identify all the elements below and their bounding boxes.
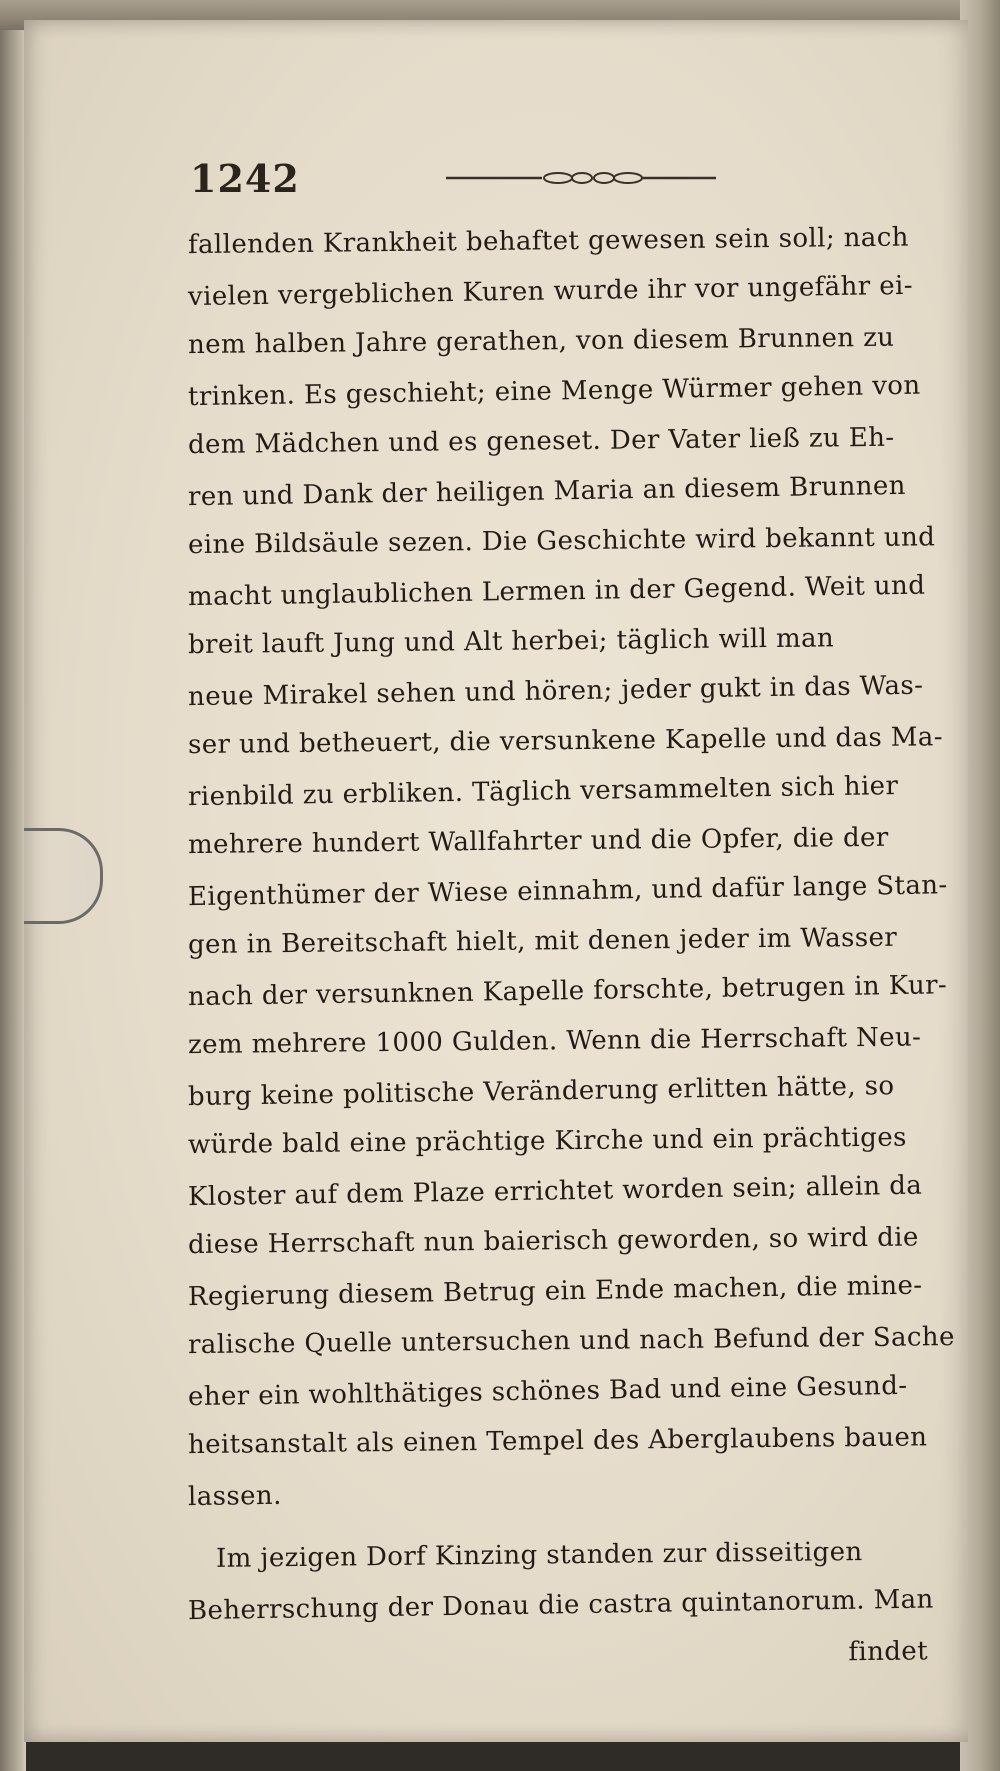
- text-line: Kloster auf dem Plaze errichtet worden sein; allein da: [187, 1170, 923, 1213]
- text-line: ren und Dank der heiligen Maria an diesem Brunnen: [187, 470, 907, 513]
- book-page: [24, 20, 968, 1742]
- body-text: [188, 216, 974, 1680]
- text-line: eine Bildsäule sezen. Die Geschichte wird bekannt und: [187, 522, 936, 561]
- paragraph-line: Beherrschung der Donau die castra quintanorum. Man: [187, 1584, 934, 1627]
- page-number: 1242: [190, 156, 300, 201]
- text-line: burg keine politische Veränderung erlitten hätte, so: [187, 1071, 895, 1113]
- text-line: gen in Bereitschaft hielt, mit denen jeder im Wasser: [187, 922, 898, 961]
- text-line: ralische Quelle untersuchen und nach Befund der Sache: [187, 1322, 955, 1361]
- text-line: fallenden Krankheit behaftet gewesen sein soll; nach: [187, 222, 909, 261]
- text-line: eher ein wohlthätiges schönes Bad und eine Gesund-: [187, 1370, 908, 1413]
- text-line: neue Mirakel sehen und hören; jeder gukt in das Was-: [187, 670, 924, 713]
- text-line: ser und betheuert, die versunkene Kapelle und das Ma-: [187, 722, 944, 761]
- text-line: zem mehrere 1000 Gulden. Wenn die Herrschaft Neu-: [187, 1022, 922, 1061]
- text-line: mehrere hundert Wallfahrter und die Opfer, die der: [187, 822, 889, 861]
- text-line: vielen vergeblichen Kuren wurde ihr vor ungefähr ei-: [187, 270, 914, 313]
- text-line: Eigenthümer der Wiese einnahm, und dafür lange Stan-: [187, 870, 948, 913]
- book-left-edge: [0, 30, 26, 1771]
- text-line: diese Herrschaft nun baierisch geworden, so wird die: [187, 1222, 919, 1261]
- text-line: nach der versunknen Kapelle forschte, betrugen in Kur-: [187, 970, 948, 1013]
- text-line: heitsanstalt als einen Tempel des Aberglaubens bauen: [187, 1422, 928, 1461]
- text-line: breit lauft Jung und Alt herbei; täglich will man: [187, 623, 835, 661]
- page-header: [190, 156, 730, 206]
- text-line: macht unglaublichen Lermen in der Gegend. Weit und: [187, 570, 926, 613]
- text-line: würde bald eine prächtige Kirche und ein prächtiges: [187, 1122, 907, 1161]
- catchword: findet: [848, 1636, 929, 1668]
- text-line: lassen.: [187, 1480, 282, 1513]
- text-line: Regierung diesem Betrug ein Ende machen, die mine-: [187, 1270, 923, 1313]
- text-line: trinken. Es geschieht; eine Menge Würmer gehen von: [187, 370, 921, 413]
- text-line: rienbild zu erbliken. Täglich versammelten sich hier: [187, 771, 899, 813]
- text-line: nem halben Jahre gerathen, von diesem Brunnen zu: [187, 322, 895, 361]
- text-line: dem Mädchen und es geneset. Der Vater ließ zu Eh-: [187, 422, 895, 461]
- paragraph-line: Im jezigen Dorf Kinzing standen zur disseitigen: [215, 1537, 863, 1574]
- header-ornament-icon: [446, 168, 716, 188]
- page-clip-icon: [24, 828, 103, 924]
